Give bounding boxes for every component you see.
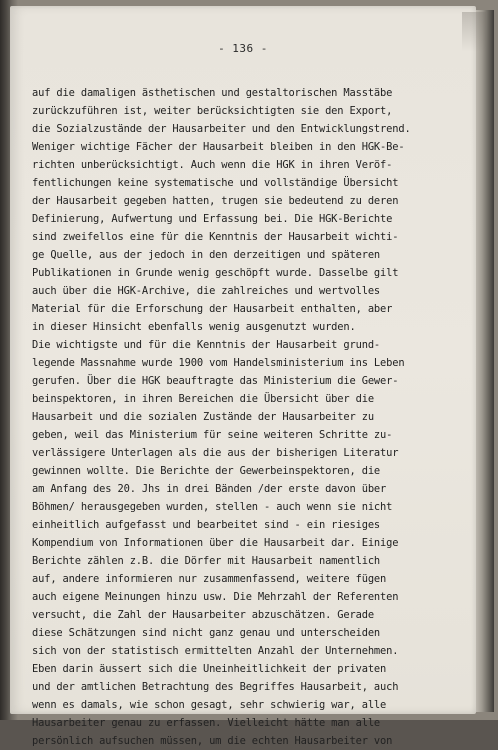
text-line: zurückzuführen ist, weiter berücksichtigten sie den Export, [32, 105, 393, 117]
text-line: Eben darin äussert sich die Uneinheitlichkeit der privaten [32, 663, 387, 675]
text-line: Weniger wichtige Fächer der Hausarbeit bleiben in den HGK-Be- [32, 141, 405, 153]
document-page [10, 6, 476, 747]
page-edge [476, 10, 494, 712]
text-line: Definierung, Aufwertung und Erfassung bei. Die HGK-Berichte [32, 213, 393, 225]
text-line: auch eigene Meinungen hinzu usw. Die Mehrzahl der Referenten [32, 591, 399, 603]
text-line: Die wichtigste und für die Kenntnis der Hausarbeit grund- [32, 339, 381, 351]
text-line: und der amtlichen Betrachtung des Begriffes Hausarbeit, auch [32, 681, 399, 693]
text-line: der Hausarbeit gegeben hatten, trugen sie bedeutend zu deren [32, 195, 399, 207]
page-number: - 136 - [218, 42, 268, 55]
text-line: geben, weil das Ministerium für seine weiteren Schritte zu- [32, 429, 393, 441]
text-line: verlässigere Unterlagen als die aus der bisherigen Literatur [32, 447, 399, 459]
text-line: Böhmen/ herausgegeben wurden, stellen - auch wenn sie nicht [32, 501, 393, 513]
text-line: persönlich aufsuchen müssen, um die echten Hausarbeiter von [32, 735, 393, 747]
text-line: Material für die Erforschung der Hausarbeit enthalten, aber [32, 303, 393, 315]
text-line: auf die damaligen ästhetischen und gestaltorischen Masstäbe [32, 87, 393, 99]
text-line: Kompendium von Informationen über die Hausarbeit dar. Einige [32, 537, 399, 549]
text-line: auf, andere informieren nur zusammenfassend, weitere fügen [32, 573, 387, 585]
text-line: diese Schätzungen sind nicht ganz genau und unterscheiden [32, 627, 381, 639]
text-line: Hausarbeit und die sozialen Zustände der Hausarbeiter zu [32, 411, 374, 423]
body-text [32, 84, 472, 750]
text-line: auch über die HGK-Archive, die zahlreiches und wertvolles [32, 285, 381, 297]
text-line: richten unberücksichtigt. Auch wenn die HGK in ihren Veröf- [32, 159, 393, 171]
text-line: legende Massnahme wurde 1900 vom Handelsministerium ins Leben [32, 357, 405, 369]
text-line: gewinnen wollte. Die Berichte der Gewerbeinspektoren, die [32, 465, 381, 477]
text-line: fentlichungen keine systematische und vollständige Übersicht [32, 177, 399, 189]
text-line: Hausarbeiter genau zu erfassen. Vielleicht hätte man alle [32, 717, 381, 729]
text-line: wenn es damals, wie schon gesagt, sehr schwierig war, alle [32, 699, 387, 711]
text-line: ge Quelle, aus der jedoch in den derzeitigen und späteren [32, 249, 381, 261]
text-line: einheitlich aufgefasst und bearbeitet sind - ein riesiges [32, 519, 381, 531]
text-line: sind zweifellos eine für die Kenntnis der Hausarbeit wichti- [32, 231, 399, 243]
text-line: die Sozialzustände der Hausarbeiter und den Entwicklungstrend. [32, 123, 411, 135]
text-line: beinspektoren, in ihren Bereichen die Übersicht über die [32, 393, 374, 405]
text-line: am Anfang des 20. Jhs in drei Bänden /der erste davon über [32, 483, 387, 495]
text-line: gerufen. Über die HGK beauftragte das Ministerium die Gewer- [32, 375, 399, 387]
text-line: Publikationen in Grunde wenig geschöpft wurde. Dasselbe gilt [32, 267, 399, 279]
text-line: versucht, die Zahl der Hausarbeiter abzuschätzen. Gerade [32, 609, 374, 621]
text-line: in dieser Hinsicht ebenfalls wenig ausgenutzt wurden. [32, 321, 356, 333]
text-line: sich von der statistisch ermittelten Anzahl der Unternehmen. [32, 645, 399, 657]
text-line: Berichte zählen z.B. die Dörfer mit Hausarbeit namentlich [32, 555, 381, 567]
